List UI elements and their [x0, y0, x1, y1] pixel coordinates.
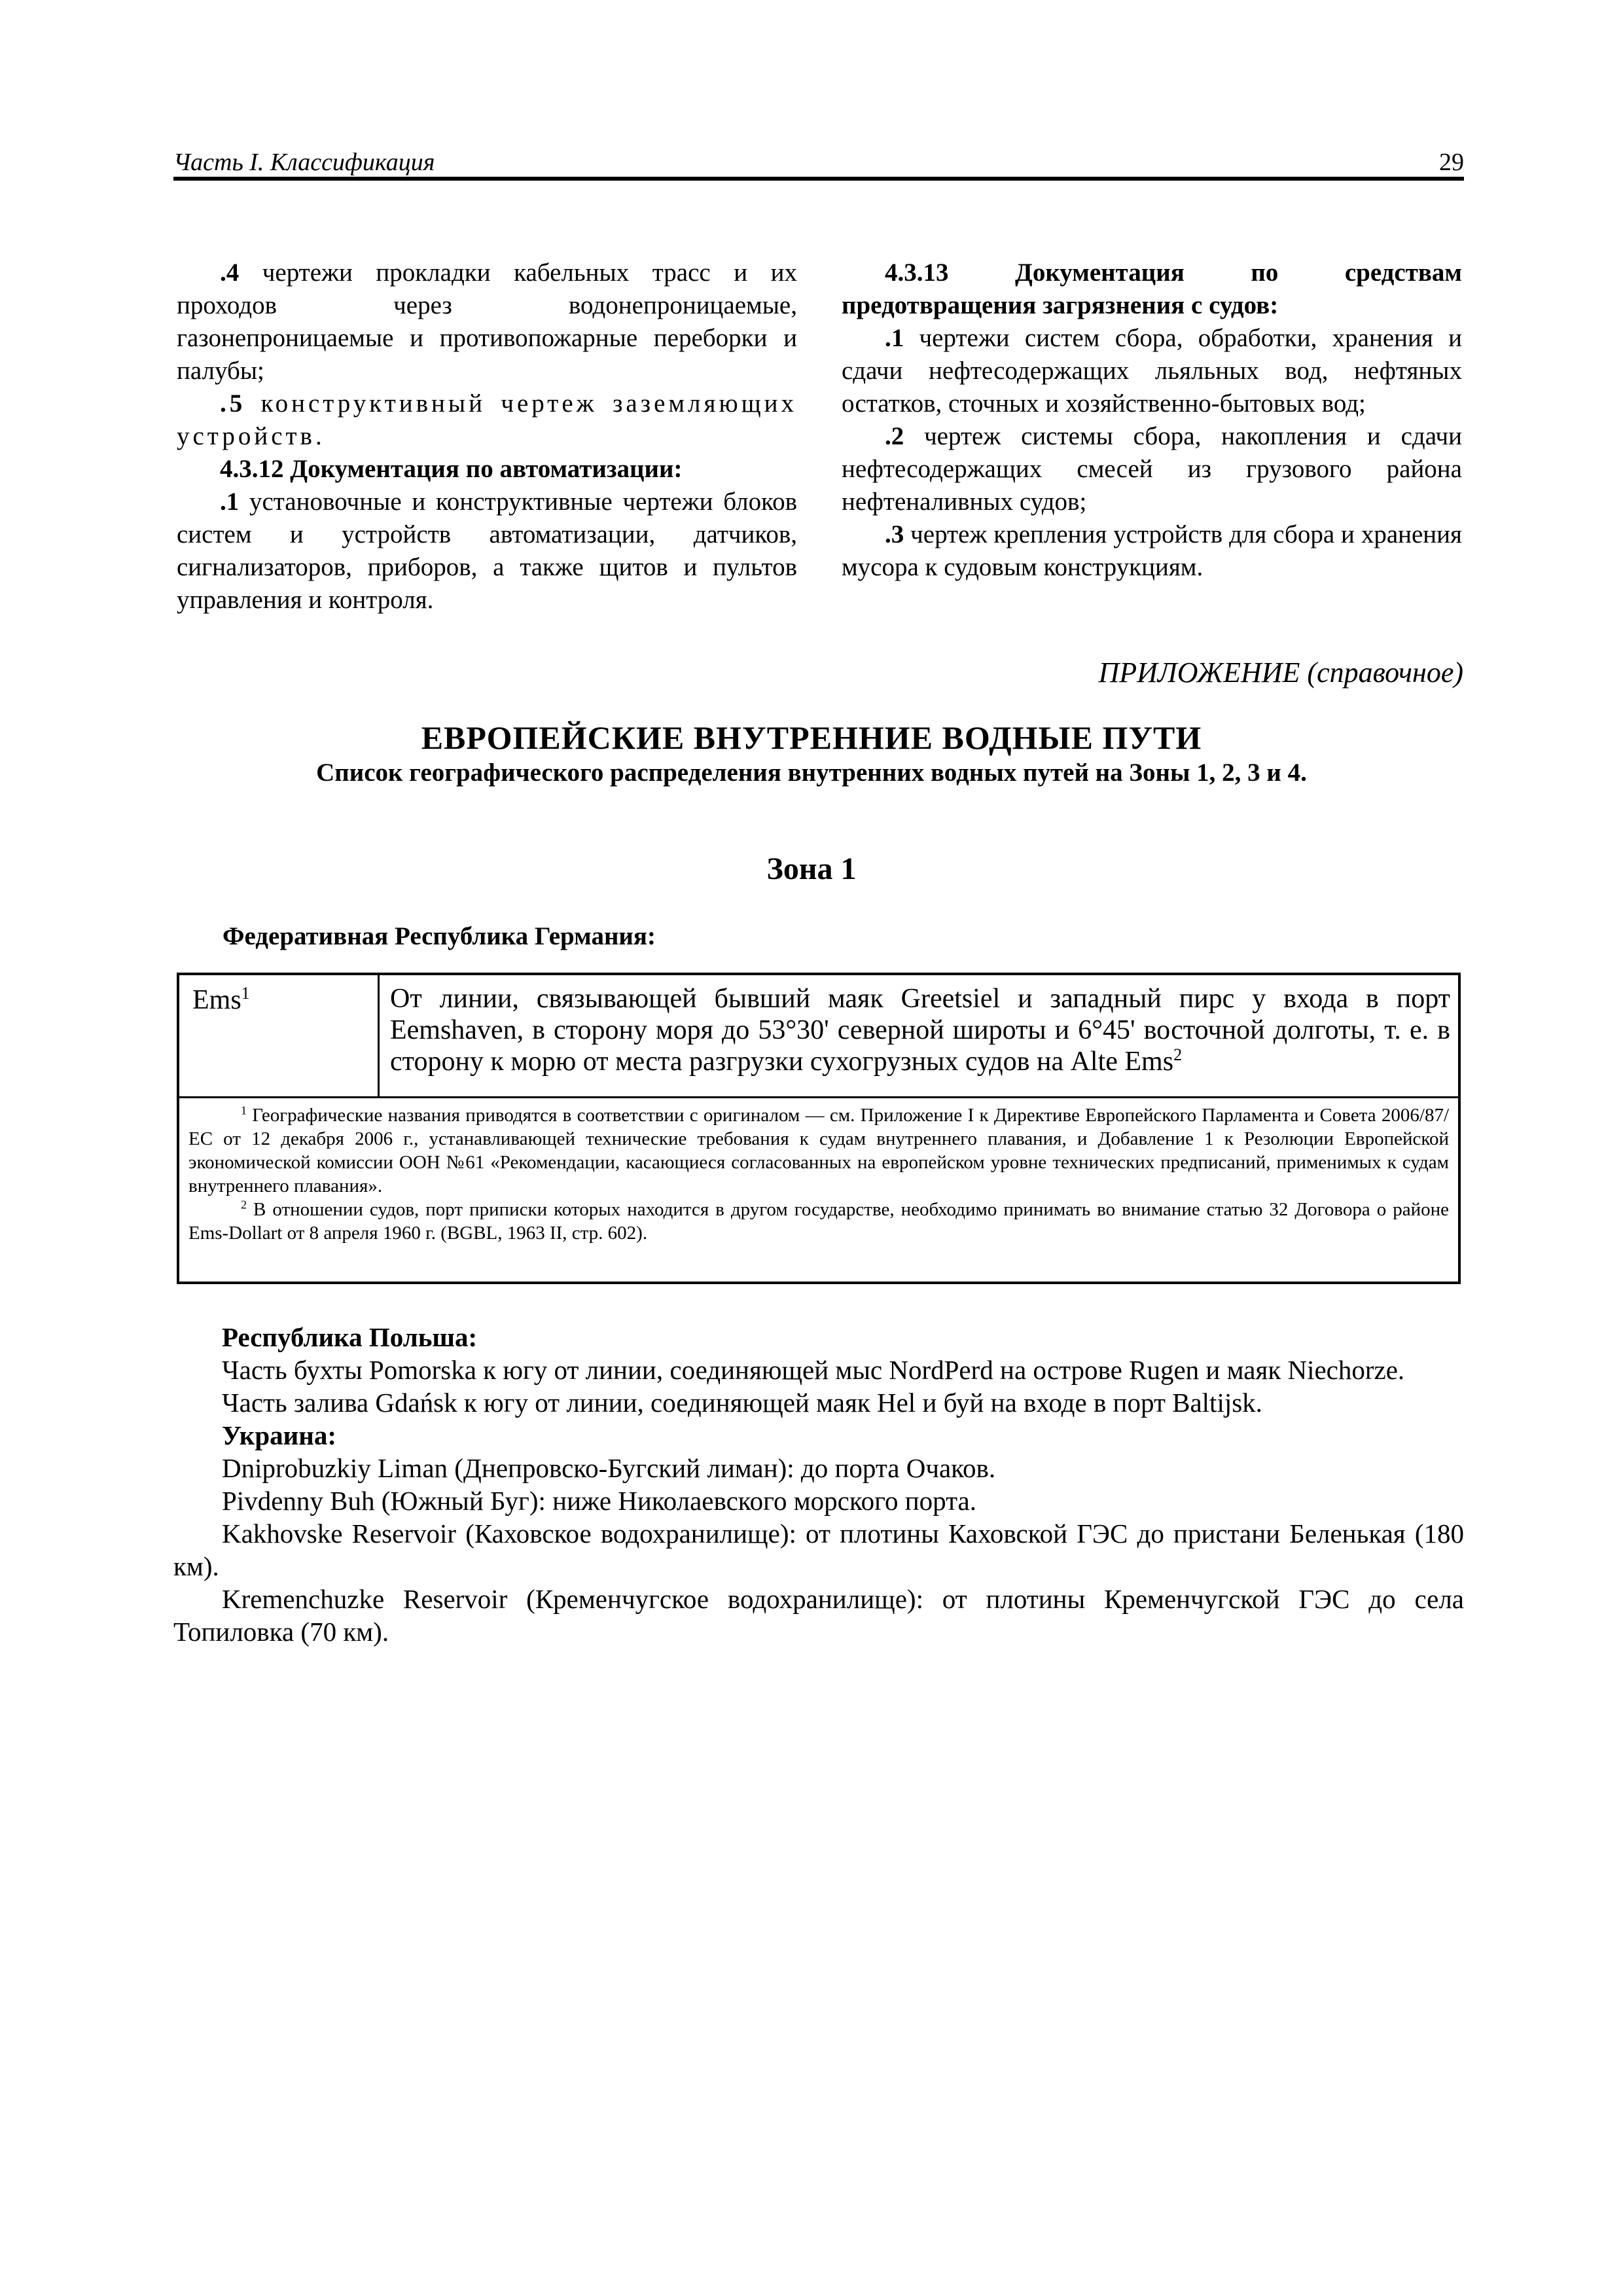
footnote-text: Географические названия приводятся в соответствии с оригиналом — см. Приложение I к Директиве Европейского Парламента и Совета 2006/87/ЕС от 12 декабря 2006 г., устанавливающей технические требования к судам внутреннего плавания, и Добавление 1 к Резолюции Европейской экономической комиссии ООН №61 «Рекомендации, касающиеся согласованных на европейском уровне технических предписаний, применимых к судам внутреннего плавания».	[188, 1105, 1449, 1196]
table-row	[179, 975, 1458, 1098]
country-heading-ukraine: Украина:	[222, 1420, 337, 1450]
item-number: .3	[885, 520, 904, 548]
footnote-ref: 1	[241, 984, 250, 1003]
page-number: 29	[1439, 149, 1464, 176]
country-heading-germany: Федеративная Республика Германия:	[223, 922, 656, 950]
item-number: .2	[885, 422, 904, 450]
list-item: Dniprobuzkiy Liman (Днепровско-Бугский лиман): до порта Очаков.	[222, 1453, 996, 1483]
footnote-text: В отношении судов, порт приписки которых находится в другом государстве, необходимо принимать во внимание статью 32 Договора о районе Ems-Dollart от 8 апреля 1960 г. (BGBL, 1963 II, стр. 602).	[188, 1199, 1449, 1244]
item-text: установочные и конструктивные чертежи блоков систем и устройств автоматизации, датчиков, сигнализаторов, приборов, а также щитов и пультов управления и контроля.	[177, 488, 797, 614]
list-item: Kremenchuzke Reservoir (Кременчугское водохранилище): от плотины Кременчугской ГЭС до села Топиловка (70 км).	[173, 1584, 1464, 1647]
item-text: чертеж системы сбора, накопления и сдачи нефтесодержащих смесей из грузового района нефтеналивных судов;	[842, 422, 1462, 516]
item-text: чертежи прокладки кабельных трасс и их проходов через водонепроницаемые, газонепроницаемые и противопожарные переборки и палубы;	[177, 259, 797, 385]
footnote-mark: 2	[241, 1198, 247, 1211]
right-column	[842, 257, 1462, 584]
zone-title: Зона 1	[766, 852, 857, 886]
paragraph	[177, 486, 797, 617]
footnote	[188, 1103, 1449, 1198]
list-item: Kakhovske Reservoir (Каховское водохранилище): от плотины Каховской ГЭС до пристани Беленькая (180 км).	[173, 1518, 1464, 1581]
waterway-description: От линии, связывающей бывший маяк Greetsiel и западный пирс у входа в порт Eemshaven, в сторону моря до 53°30' северной широты и 6°45' восточной долготы, т. е. в сторону к морю от места разгрузки сухогрузных судов на Alte Ems	[390, 984, 1450, 1077]
country-list	[173, 1321, 1464, 1648]
item-text: чертежи систем сбора, обработки, хранения и сдачи нефтесодержащих льяльных вод, нефтяных остатков, сточных и хозяйственно-бытовых вод;	[842, 324, 1462, 418]
list-item: Часть бухты Pomorska к югу от линии, соединяющей мыс NordPerd на острове Rugen и маяк Niechorze.	[222, 1355, 1405, 1385]
main-title: ЕВРОПЕЙСКИЕ ВНУТРЕННИЕ ВОДНЫЕ ПУТИ	[421, 719, 1202, 756]
paragraph	[177, 257, 797, 387]
list-item: Часть залива Gdańsk к югу от линии, соединяющей маяк Hel и буй на входе в порт Baltijsk.	[222, 1388, 1262, 1418]
item-text: конструктивный чертеж заземляющих устройств.	[177, 389, 797, 450]
country-heading-poland: Республика Польша:	[222, 1322, 478, 1352]
list-item: Pivdenny Buh (Южный Буг): ниже Николаевского морского порта.	[222, 1486, 976, 1516]
item-number: .4	[220, 259, 240, 287]
running-title: Часть I. Классификация	[173, 149, 435, 176]
left-column	[177, 257, 797, 617]
section-heading: 4.3.12 Документация по автоматизации:	[220, 455, 683, 483]
paragraph	[842, 322, 1462, 420]
paragraph	[842, 518, 1462, 584]
item-number: .1	[885, 324, 904, 352]
appendix-label: ПРИЛОЖЕНИЕ (справочное)	[1098, 656, 1463, 689]
section-heading: 4.3.13 Документация по средствам предотвращения загрязнения с судов:	[842, 259, 1462, 319]
paragraph	[842, 420, 1462, 518]
sub-title: Список географического распределения внутренних водных путей на Зоны 1, 2, 3 и 4.	[316, 759, 1307, 787]
page-header	[173, 143, 1464, 181]
item-number: .5	[220, 389, 246, 418]
item-number: .1	[220, 488, 240, 516]
paragraph	[177, 387, 797, 453]
waterway-table	[177, 973, 1461, 1284]
footnote-mark: 1	[241, 1103, 247, 1117]
footnote	[188, 1198, 1449, 1245]
footnote-ref: 2	[1173, 1045, 1183, 1064]
table-footnotes	[179, 1098, 1458, 1245]
waterway-description-cell	[380, 975, 1459, 1096]
waterway-name-cell	[179, 975, 380, 1096]
waterway-name: Ems	[192, 985, 241, 1015]
item-text: чертеж крепления устройств для сбора и хранения мусора к судовым конструкциям.	[842, 520, 1462, 581]
